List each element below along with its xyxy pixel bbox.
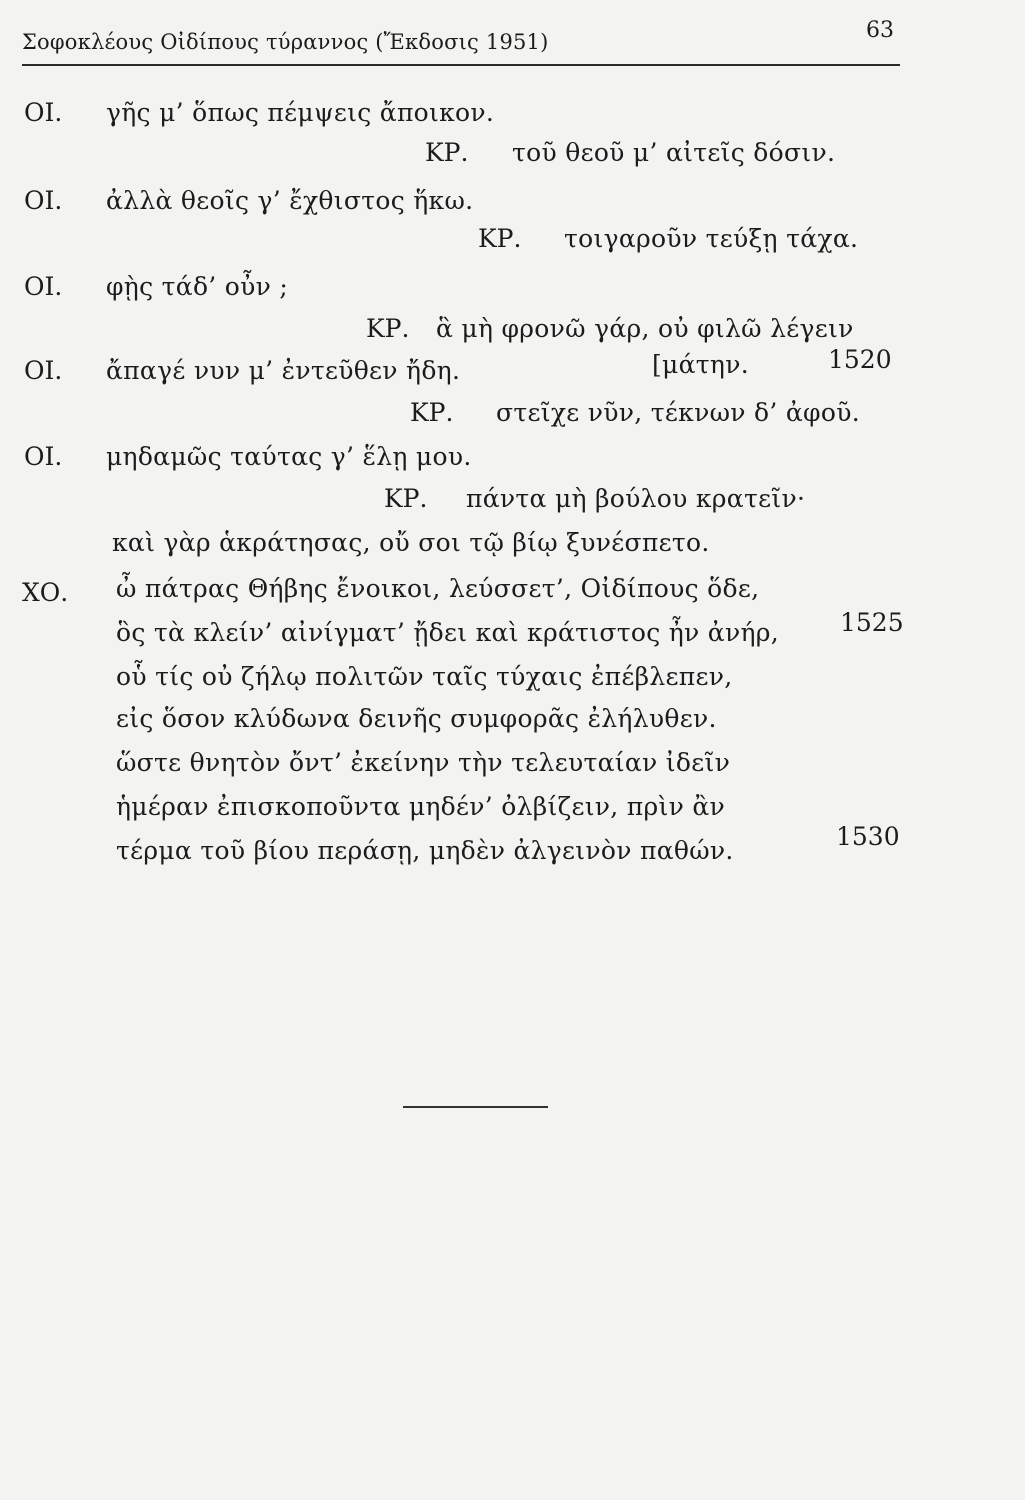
verse-line: μηδαμῶς ταύτας γ’ ἕλῃ μου. [106,442,472,471]
verse-line: τοῦ θεοῦ μ’ αἰτεῖς δόσιν. [512,138,836,167]
running-title: Σοφοκλέους Οἰδίπους τύραννος (Ἔκδοσις 1951) [22,30,549,54]
verse-line: γῆς μ’ ὅπως πέμψεις ἄποικον. [106,98,495,127]
speaker-label: ΚΡ. [425,138,469,167]
verse-line: ὦ πάτρας Θήβης ἔνοικοι, λεύσσετ’, Οἰδίπους ὅδε, [116,574,760,603]
line-number: 1525 [840,608,904,637]
verse-line: ὥστε θνητὸν ὄντ’ ἐκείνην τὴν τελευταίαν ἰδεῖν [116,748,731,777]
verse-continuation: [μάτην. [652,350,749,379]
verse-line: πάντα μὴ βούλου κρατεῖν· [466,484,806,513]
verse-line: ἡμέραν ἐπισκοποῦντα μηδέν’ ὀλβίζειν, πρὶν ἂν [116,792,726,821]
verse-line: φῂς τάδ’ οὖν ; [106,272,289,301]
verse-line: ὃς τὰ κλείν’ αἰνίγματ’ ᾔδει καὶ κράτιστος ἦν ἀνήρ, [116,618,779,647]
speaker-label: ΟΙ. [24,356,63,385]
line-number: 1530 [836,822,900,851]
speaker-label: ΚΡ. [478,224,522,253]
verse-line: καὶ γὰρ ἁκράτησας, οὔ σοι τῷ βίῳ ξυνέσπετο. [112,528,710,557]
speaker-label: ΧΟ. [22,578,69,607]
verse-line: εἰς ὅσον κλύδωνα δεινῆς συμφορᾶς ἐλήλυθεν. [116,704,717,733]
verse-line: οὗ τίς οὐ ζήλῳ πολιτῶν ταῖς τύχαις ἐπέβλεπεν, [116,662,733,691]
verse-line: ἃ μὴ φρονῶ γάρ, οὐ φιλῶ λέγειν [436,314,854,343]
verse-line: τοιγαροῦν τεύξῃ τάχα. [564,224,859,253]
verse-line: στεῖχε νῦν, τέκνων δ’ ἀφοῦ. [496,398,860,427]
verse-line: τέρμα τοῦ βίου περάσῃ, μηδὲν ἀλγεινὸν παθών. [116,836,734,865]
page-number: 63 [866,18,894,43]
speaker-label: ΚΡ. [384,484,428,513]
speaker-label: ΟΙ. [24,98,63,127]
running-head [22,18,900,66]
speaker-label: ΚΡ. [410,398,454,427]
speaker-label: ΟΙ. [24,442,63,471]
line-number: 1520 [828,345,892,374]
verse-line: ἄπαγέ νυν μ’ ἐντεῦθεν ἤδη. [106,356,461,385]
end-rule [403,1106,548,1108]
speaker-label: ΟΙ. [24,186,63,215]
speaker-label: ΚΡ. [366,314,410,343]
verse-line: ἀλλὰ θεοῖς γ’ ἔχθιστος ἥκω. [106,186,474,215]
speaker-label: ΟΙ. [24,272,63,301]
